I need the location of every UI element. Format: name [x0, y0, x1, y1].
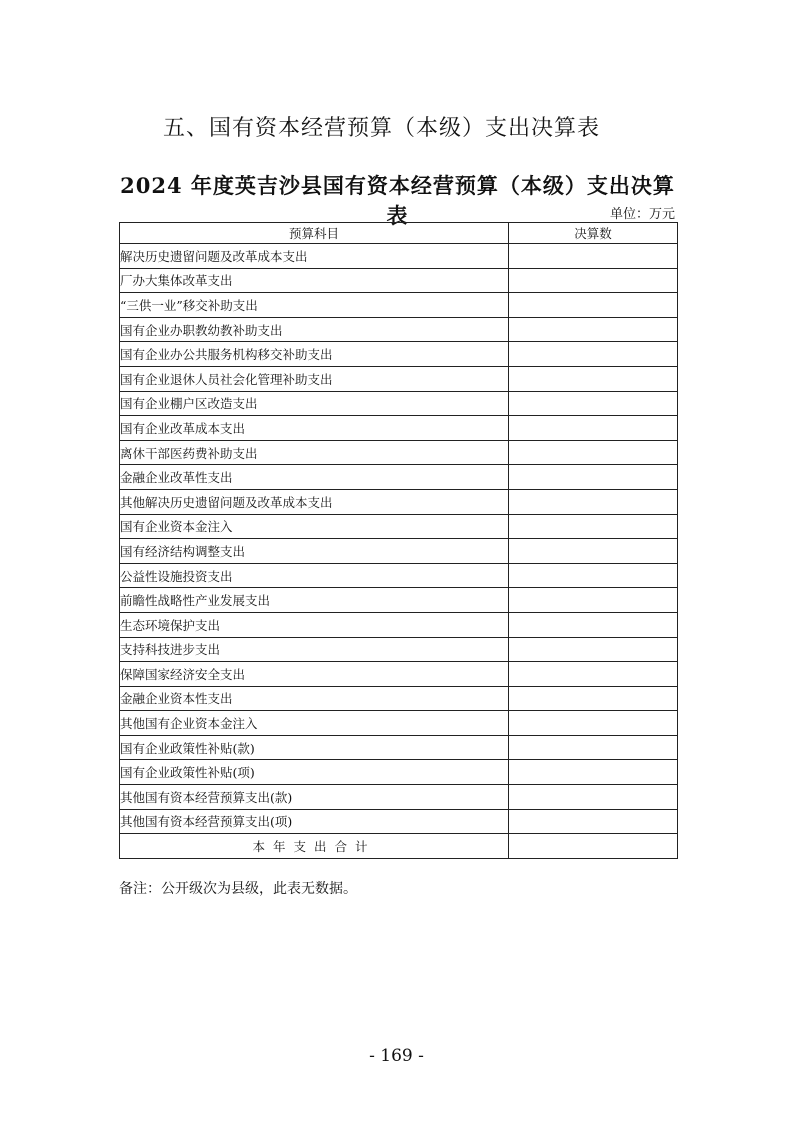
- row-subject: 离休干部医药费补助支出: [120, 440, 509, 465]
- row-amount: [509, 637, 678, 662]
- table-row: [120, 809, 678, 834]
- column-header-amount: 决算数: [509, 223, 678, 244]
- row-amount: [509, 735, 678, 760]
- row-amount: [509, 563, 678, 588]
- row-amount: [509, 539, 678, 564]
- table-row: [120, 440, 678, 465]
- row-amount: [509, 686, 678, 711]
- row-amount: [509, 760, 678, 785]
- row-amount: [509, 809, 678, 834]
- row-amount: [509, 293, 678, 318]
- table-row: [120, 391, 678, 416]
- table-row: [120, 293, 678, 318]
- budget-table: [119, 222, 678, 859]
- row-amount: [509, 662, 678, 687]
- row-amount: [509, 317, 678, 342]
- row-subject: 支持科技进步支出: [120, 637, 509, 662]
- row-subject: 公益性设施投资支出: [120, 563, 509, 588]
- row-amount: [509, 711, 678, 736]
- table-header-row: [120, 223, 678, 244]
- row-amount: [509, 489, 678, 514]
- row-subject: 厂办大集体改革支出: [120, 268, 509, 293]
- section-heading: 五、国有资本经营预算（本级）支出决算表: [163, 116, 601, 141]
- table-row: [120, 735, 678, 760]
- row-subject: 解决历史遗留问题及改革成本支出: [120, 244, 509, 269]
- row-subject: 生态环境保护支出: [120, 612, 509, 637]
- row-amount: [509, 342, 678, 367]
- table-row: [120, 588, 678, 613]
- row-amount: [509, 785, 678, 810]
- row-amount: [509, 588, 678, 613]
- row-subject: 其他国有资本经营预算支出(款): [120, 785, 509, 810]
- table-row: [120, 760, 678, 785]
- total-value: [509, 834, 678, 859]
- row-amount: [509, 440, 678, 465]
- table-row: [120, 539, 678, 564]
- table-body: [120, 244, 678, 859]
- table-row: [120, 514, 678, 539]
- table-row: [120, 563, 678, 588]
- row-amount: [509, 612, 678, 637]
- row-subject: 国有企业资本金注入: [120, 514, 509, 539]
- row-amount: [509, 416, 678, 441]
- table-row: [120, 686, 678, 711]
- row-amount: [509, 465, 678, 490]
- table-title: 2024 年度英吉沙县国有资本经营预算（本级）支出决算表: [120, 173, 675, 228]
- total-row: [120, 834, 678, 859]
- row-subject: 金融企业资本性支出: [120, 686, 509, 711]
- row-subject: 国有企业政策性补贴(款): [120, 735, 509, 760]
- total-label: 本年支出合计: [120, 834, 509, 859]
- column-header-subject: 预算科目: [120, 223, 509, 244]
- row-subject: 其他解决历史遗留问题及改革成本支出: [120, 489, 509, 514]
- row-amount: [509, 268, 678, 293]
- row-subject: 其他国有资本经营预算支出(项): [120, 809, 509, 834]
- row-subject: 国有企业改革成本支出: [120, 416, 509, 441]
- table-row: [120, 268, 678, 293]
- row-subject: 国有企业政策性补贴(项): [120, 760, 509, 785]
- row-amount: [509, 514, 678, 539]
- row-subject: 其他国有企业资本金注入: [120, 711, 509, 736]
- row-subject: 保障国家经济安全支出: [120, 662, 509, 687]
- row-subject: 国有企业退休人员社会化管理补助支出: [120, 366, 509, 391]
- table-row: [120, 366, 678, 391]
- table-row: [120, 489, 678, 514]
- row-subject: 国有企业办职教幼教补助支出: [120, 317, 509, 342]
- table-row: [120, 612, 678, 637]
- table-row: [120, 317, 678, 342]
- row-subject: 国有企业棚户区改造支出: [120, 391, 509, 416]
- row-subject: 国有企业办公共服务机构移交补助支出: [120, 342, 509, 367]
- row-subject: 国有经济结构调整支出: [120, 539, 509, 564]
- table-row: [120, 637, 678, 662]
- table-row: [120, 711, 678, 736]
- unit-label: 单位：万元: [609, 207, 675, 222]
- footnote: 备注：公开级次为县级，此表无数据。: [119, 881, 357, 897]
- row-amount: [509, 366, 678, 391]
- table-row: [120, 244, 678, 269]
- table-row: [120, 342, 678, 367]
- row-subject: 前瞻性战略性产业发展支出: [120, 588, 509, 613]
- page-number: - 169 -: [369, 1046, 424, 1066]
- table-row: [120, 416, 678, 441]
- row-subject: 金融企业改革性支出: [120, 465, 509, 490]
- table-row: [120, 785, 678, 810]
- row-amount: [509, 391, 678, 416]
- row-amount: [509, 244, 678, 269]
- row-subject: “三供一业”移交补助支出: [120, 293, 509, 318]
- table-row: [120, 662, 678, 687]
- table-row: [120, 465, 678, 490]
